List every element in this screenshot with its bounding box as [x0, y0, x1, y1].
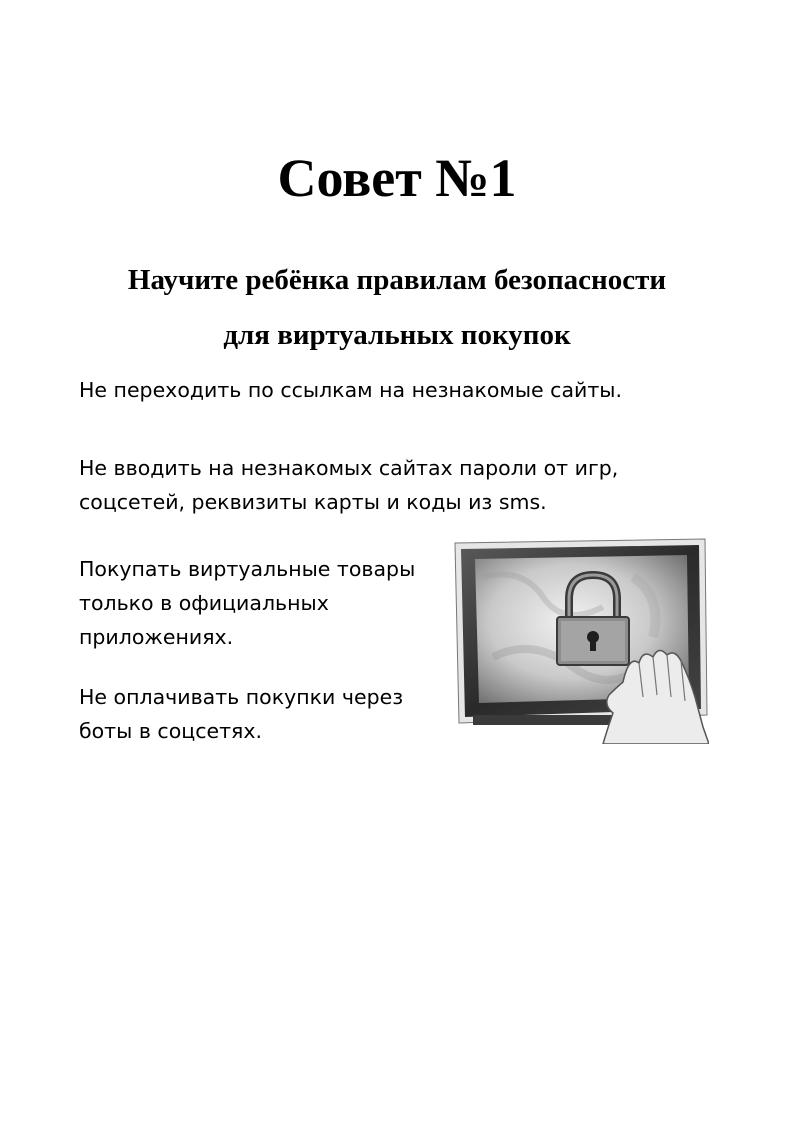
subtitle-line-2: для виртуальных покупок	[223, 319, 571, 351]
page-title: Совет №1	[277, 148, 517, 208]
tip-no-passwords-on-unknown-sites	[79, 451, 618, 519]
tip-line: Покупать виртуальные товары	[79, 557, 416, 581]
monitor-icon	[453, 537, 709, 744]
tip-line: только в официальных	[79, 591, 329, 615]
tip-line: соцсетей, реквизиты карты и коды из sms.	[79, 490, 547, 514]
subtitle-line-1: Научите ребёнка правилам безопасности	[127, 264, 667, 296]
tip-line: Не переходить по ссылкам на незнакомые сайты.	[79, 378, 622, 402]
security-illustration	[453, 537, 709, 744]
tip-line: Не оплачивать покупки через	[79, 685, 404, 709]
tip-buy-in-official-apps	[79, 552, 415, 654]
tip-line: приложениях.	[79, 625, 234, 649]
tip-no-unknown-links	[79, 373, 622, 407]
tip-line: Не вводить на незнакомых сайтах пароли от игр,	[79, 456, 619, 480]
tip-no-payment-via-bots	[79, 680, 403, 748]
tip-line: боты в соцсетях.	[79, 719, 262, 743]
